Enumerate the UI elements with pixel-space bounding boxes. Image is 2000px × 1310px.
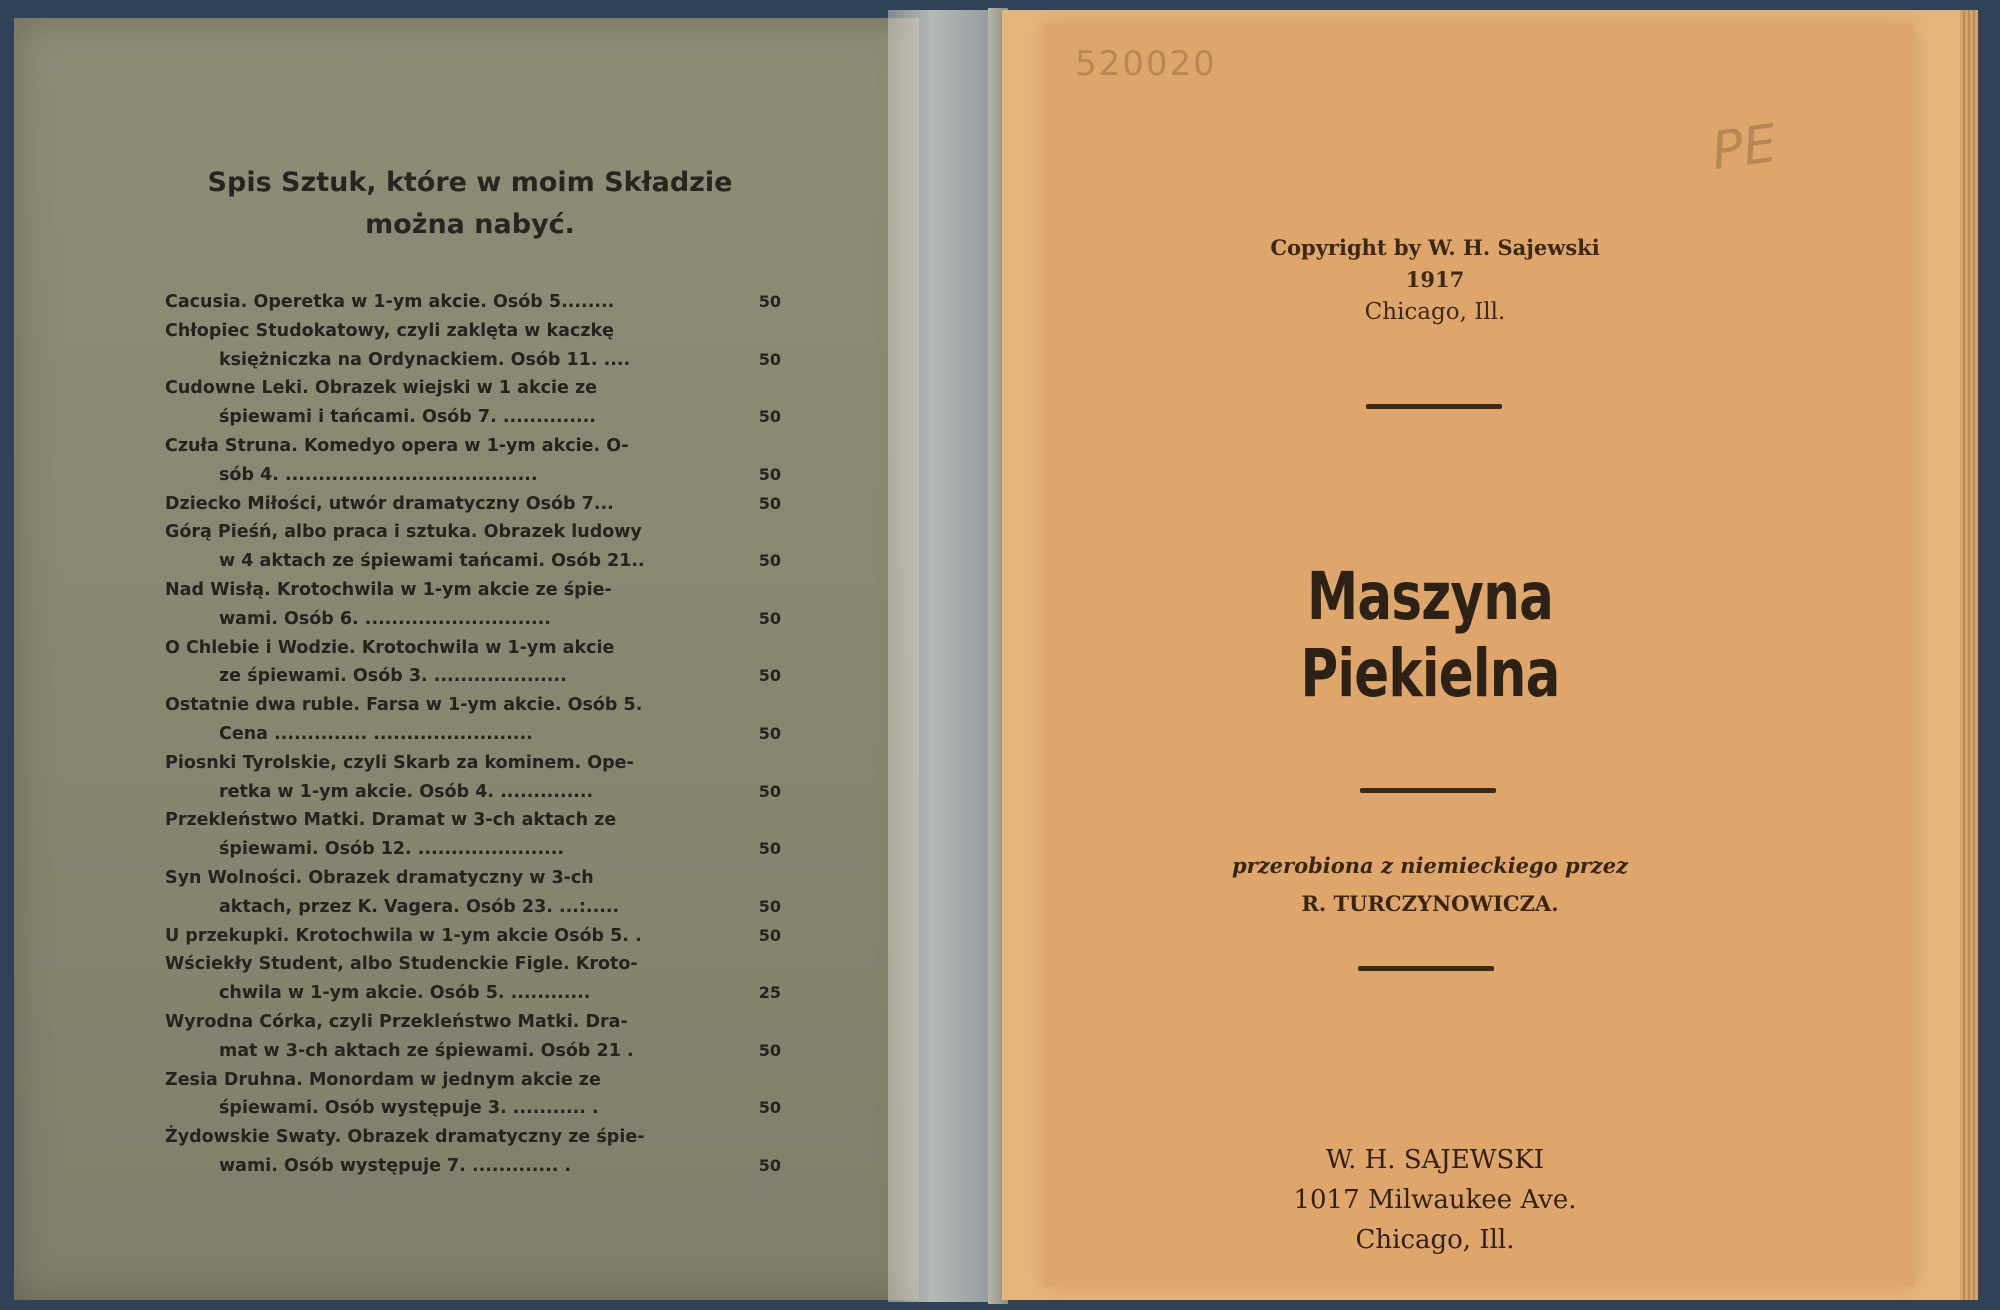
publisher-address: 1017 Milwaukee Ave. bbox=[1293, 1185, 1577, 1215]
ornamental-rule-top bbox=[1366, 404, 1502, 409]
play-entry-line: chwila w 1-ym akcie. Osób 5. ............ bbox=[219, 983, 591, 1004]
play-entry-line: Nad Wisłą. Krotochwila w 1-ym akcie ze śpie- bbox=[165, 579, 612, 600]
play-entry bbox=[165, 1066, 781, 1124]
play-entry-line: śpiewami i tańcami. Osób 7. .............. bbox=[219, 407, 596, 428]
play-entry bbox=[165, 691, 781, 749]
copyright-block bbox=[1200, 232, 1670, 328]
play-entry bbox=[165, 634, 781, 692]
play-price: 25 bbox=[758, 983, 781, 1003]
play-entry bbox=[165, 922, 781, 951]
adapter-name: R. TURCZYNOWICZA. bbox=[1301, 891, 1559, 916]
play-price: 50 bbox=[758, 839, 781, 859]
play-price: 50 bbox=[758, 464, 781, 484]
page-edges bbox=[1960, 10, 1978, 1300]
binding-tape bbox=[888, 10, 998, 1302]
adaptation-credit bbox=[1150, 847, 1710, 923]
play-price: 50 bbox=[758, 1040, 781, 1060]
adaptation-line: przerobiona z niemieckiego przez bbox=[1232, 853, 1628, 878]
play-price: 50 bbox=[758, 1155, 781, 1175]
play-entry-line: wami. Osób występuje 7. ............. . bbox=[219, 1155, 572, 1176]
play-entry-line: Ostatnie dwa ruble. Farsa w 1-ym akcie. Osób 5. bbox=[165, 695, 643, 716]
play-price: 50 bbox=[758, 781, 781, 801]
play-entry-line: Przekleństwo Matki. Dramat w 3-ch aktach ze bbox=[165, 810, 617, 831]
play-entry bbox=[165, 317, 781, 375]
play-entry-line: Piosnki Tyrolskie, czyli Skarb za kominem. Ope- bbox=[165, 752, 634, 773]
play-entry-line: Górą Pieśń, albo praca i sztuka. Obrazek ludowy bbox=[165, 522, 642, 543]
play-entry bbox=[165, 864, 781, 922]
play-list-heading-line2: można nabyć. bbox=[365, 209, 575, 240]
play-entry-line: księżniczka na Ordynackiem. Osób 11. .... bbox=[219, 349, 631, 370]
publisher-name: W. H. SAJEWSKI bbox=[1325, 1145, 1545, 1175]
copyright-city: Chicago, Ill. bbox=[1364, 299, 1506, 325]
play-entry bbox=[165, 576, 781, 634]
play-entry bbox=[165, 1123, 781, 1181]
play-price: 50 bbox=[758, 349, 781, 369]
play-entry-line: retka w 1-ym akcie. Osób 4. .............. bbox=[219, 781, 594, 802]
play-price: 50 bbox=[758, 407, 781, 427]
publisher-city: Chicago, Ill. bbox=[1355, 1225, 1515, 1255]
copyright-line: Copyright by W. H. Sajewski bbox=[1270, 235, 1600, 260]
play-entry-line: aktach, przez K. Vagera. Osób 23. ...:..... bbox=[219, 896, 620, 917]
pencil-catalog-number: 520020 bbox=[1075, 44, 1217, 84]
play-entry-line: Wyrodna Córka, czyli Przekleństwo Matki. Dra- bbox=[165, 1011, 628, 1032]
ornamental-rule-middle bbox=[1360, 788, 1496, 793]
ornamental-rule-bottom bbox=[1358, 966, 1494, 971]
play-price: 50 bbox=[758, 925, 781, 945]
play-entry-line: w 4 aktach ze śpiewami tańcami. Osób 21.. bbox=[219, 551, 645, 572]
play-price: 50 bbox=[758, 493, 781, 513]
book-title: Maszyna Piekielna bbox=[1300, 558, 1560, 712]
publisher-block bbox=[1200, 1140, 1670, 1260]
play-entry-line: wami. Osób 6. ............................ bbox=[219, 608, 551, 629]
play-entry-line: Cena .............. ........................ bbox=[219, 723, 533, 744]
play-entry-line: Czuła Struna. Komedyo opera w 1-ym akcie. O- bbox=[165, 435, 629, 456]
play-list-heading bbox=[160, 162, 780, 246]
play-price: 50 bbox=[758, 723, 781, 743]
play-entry-line: śpiewami. Osób 12. ...................... bbox=[219, 839, 565, 860]
play-entry bbox=[165, 1008, 781, 1066]
play-entry-line: sób 4. ...................................... bbox=[219, 464, 538, 485]
play-entry bbox=[165, 749, 781, 807]
play-entry bbox=[165, 374, 781, 432]
play-entry-line: Dziecko Miłości, utwór dramatyczny Osób 7... bbox=[165, 493, 614, 514]
pencil-initials: PE bbox=[1708, 113, 1781, 183]
play-entry-line: Żydowskie Swaty. Obrazek dramatyczny ze śpie- bbox=[165, 1127, 645, 1148]
play-entry-line: Cacusia. Operetka w 1-ym akcie. Osób 5........ bbox=[165, 292, 615, 312]
play-entry-line: Syn Wolności. Obrazek dramatyczny w 3-ch bbox=[165, 867, 594, 888]
play-price: 50 bbox=[758, 1098, 781, 1118]
play-price: 50 bbox=[758, 896, 781, 916]
play-list-heading-line1: Spis Sztuk, które w moim Składzie bbox=[207, 167, 733, 198]
play-entry-line: ze śpiewami. Osób 3. .................... bbox=[219, 666, 567, 687]
play-entry-line: Zesia Druhna. Monordam w jednym akcie ze bbox=[165, 1069, 601, 1090]
play-entry bbox=[165, 950, 781, 1008]
play-price: 50 bbox=[758, 666, 781, 686]
play-entry bbox=[165, 518, 781, 576]
play-list bbox=[165, 288, 781, 1181]
play-entry-line: mat w 3-ch aktach ze śpiewami. Osób 21 . bbox=[219, 1040, 634, 1061]
play-entry-line: Cudowne Leki. Obrazek wiejski w 1 akcie ze bbox=[165, 378, 598, 399]
play-entry bbox=[165, 432, 781, 490]
play-entry-line: śpiewami. Osób występuje 3. ........... . bbox=[219, 1098, 599, 1119]
play-entry-line: U przekupki. Krotochwila w 1-ym akcie Osób 5. . bbox=[165, 925, 642, 946]
play-entry bbox=[165, 288, 781, 317]
copyright-year: 1917 bbox=[1405, 267, 1465, 292]
play-price: 50 bbox=[758, 292, 781, 311]
play-entry-line: Wściekły Student, albo Studenckie Figle. Kroto- bbox=[165, 954, 638, 975]
play-price: 50 bbox=[758, 608, 781, 628]
play-entry-line: O Chlebie i Wodzie. Krotochwila w 1-ym akcie bbox=[165, 637, 615, 658]
play-entry-line: Chłopiec Studokatowy, czyli zaklęta w kaczkę bbox=[165, 320, 615, 341]
play-entry bbox=[165, 806, 781, 864]
play-price: 50 bbox=[758, 551, 781, 571]
play-entry bbox=[165, 490, 781, 519]
